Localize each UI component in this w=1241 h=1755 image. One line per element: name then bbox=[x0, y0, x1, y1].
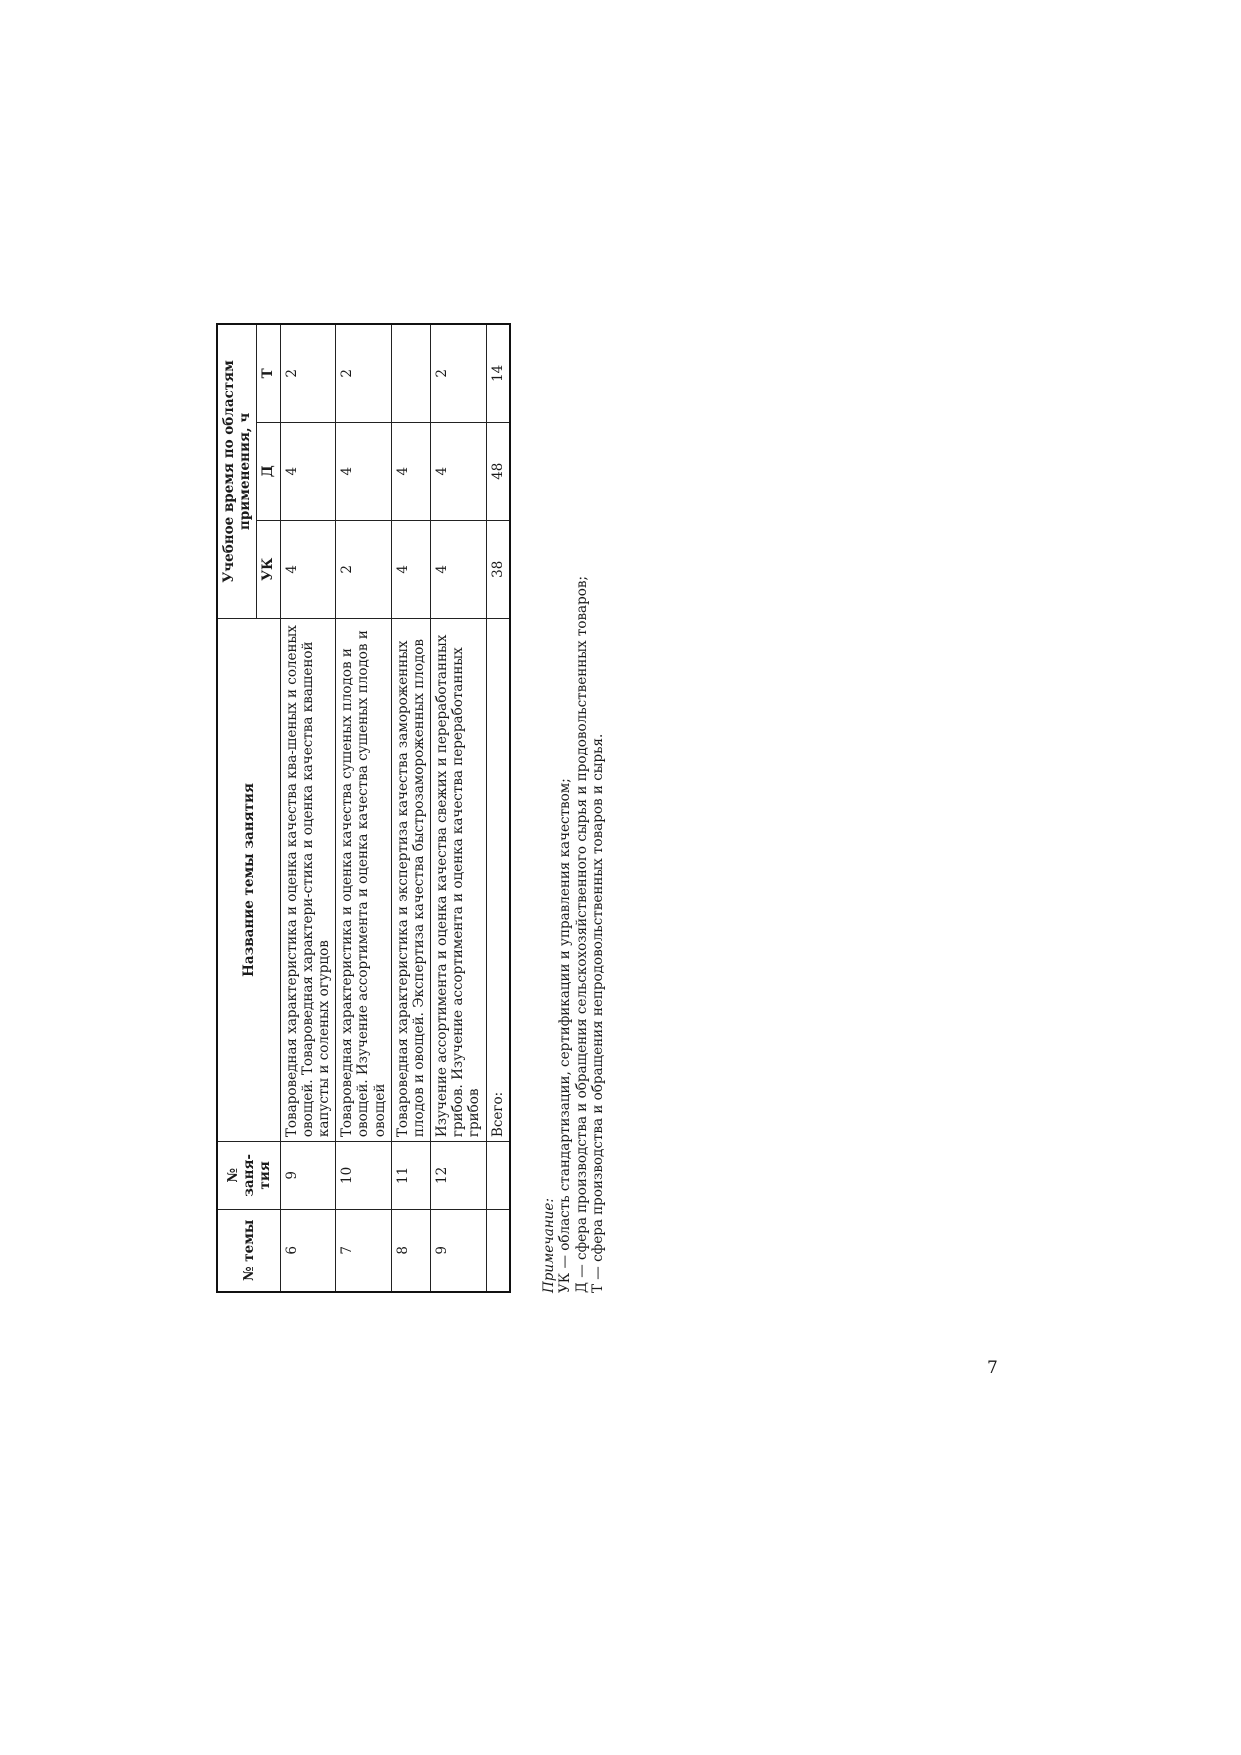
total-t-cell: 14 bbox=[486, 324, 510, 422]
theme-number-cell: 6 bbox=[280, 1209, 336, 1292]
lesson-number-cell: 11 bbox=[391, 1141, 430, 1209]
total-label-cell: Всего: bbox=[486, 618, 510, 1141]
lesson-number-cell: 12 bbox=[430, 1141, 486, 1209]
uk-hours-cell: 4 bbox=[430, 520, 486, 618]
lesson-number-cell: 10 bbox=[335, 1141, 391, 1209]
rotated-page-content bbox=[216, 323, 736, 1293]
t-hours-cell bbox=[391, 324, 430, 422]
d-hours-cell: 4 bbox=[391, 422, 430, 520]
uk-hours-cell: 4 bbox=[280, 520, 336, 618]
header-hours-group: Учебное время по областям применения, ч bbox=[217, 324, 257, 618]
notes-title: Примечание: bbox=[540, 1197, 557, 1293]
table-row bbox=[335, 324, 391, 1292]
header-d: Д bbox=[256, 422, 279, 520]
d-hours-cell: 4 bbox=[335, 422, 391, 520]
table-total-row bbox=[486, 324, 510, 1292]
t-hours-cell: 2 bbox=[335, 324, 391, 422]
lesson-name-cell: Изучение ассортимента и оценка качества свежих и переработанных грибов. Изучение ассортимента и оценка качества переработанных грибов bbox=[430, 618, 486, 1141]
header-uk: УК bbox=[256, 520, 279, 618]
notes-block bbox=[540, 323, 606, 1293]
header-theme-number: № темы bbox=[217, 1209, 280, 1292]
note-line-d: Д — сфера производства и обращения сельскохозяйственного сырья и продовольственных товаров; bbox=[573, 575, 590, 1293]
total-uk-cell: 38 bbox=[486, 520, 510, 618]
table-row bbox=[391, 324, 430, 1292]
theme-number-cell: 8 bbox=[391, 1209, 430, 1292]
lesson-name-cell: Товароведная характеристика и оценка качества ква-шеных и соленых овощей. Товароведная характери-стика и оценка качества квашеной капусты и соленых огурцов bbox=[280, 618, 336, 1141]
note-line-uk: УК — область стандартизации, сертификации и управления качеством; bbox=[556, 777, 573, 1293]
empty-cell bbox=[486, 1141, 510, 1209]
table-header-row bbox=[217, 324, 257, 1292]
total-d-cell: 48 bbox=[486, 422, 510, 520]
page-number: 7 bbox=[987, 1358, 998, 1378]
t-hours-cell: 2 bbox=[280, 324, 336, 422]
header-lesson-number: № заня-тия bbox=[217, 1141, 280, 1209]
d-hours-cell: 4 bbox=[430, 422, 486, 520]
lesson-number-cell: 9 bbox=[280, 1141, 336, 1209]
theme-number-cell: 9 bbox=[430, 1209, 486, 1292]
lesson-name-cell: Товароведная характеристика и экспертиза качества замороженных плодов и овощей. Экспертиза качества быстрозамороженных плодов bbox=[391, 618, 430, 1141]
header-t: Т bbox=[256, 324, 279, 422]
lesson-name-cell: Товароведная характеристика и оценка качества сушеных плодов и овощей. Изучение ассортимента и оценка качества сушеных плодов и овощей bbox=[335, 618, 391, 1141]
table-row bbox=[430, 324, 486, 1292]
header-lesson-name: Название темы занятия bbox=[217, 618, 280, 1141]
uk-hours-cell: 4 bbox=[391, 520, 430, 618]
theme-number-cell: 7 bbox=[335, 1209, 391, 1292]
study-plan-table bbox=[216, 323, 511, 1293]
d-hours-cell: 4 bbox=[280, 422, 336, 520]
empty-cell bbox=[486, 1209, 510, 1292]
t-hours-cell: 2 bbox=[430, 324, 486, 422]
note-line-t: Т — сфера производства и обращения непродовольственных товаров и сырья. bbox=[589, 733, 606, 1293]
uk-hours-cell: 2 bbox=[335, 520, 391, 618]
table-row bbox=[280, 324, 336, 1292]
